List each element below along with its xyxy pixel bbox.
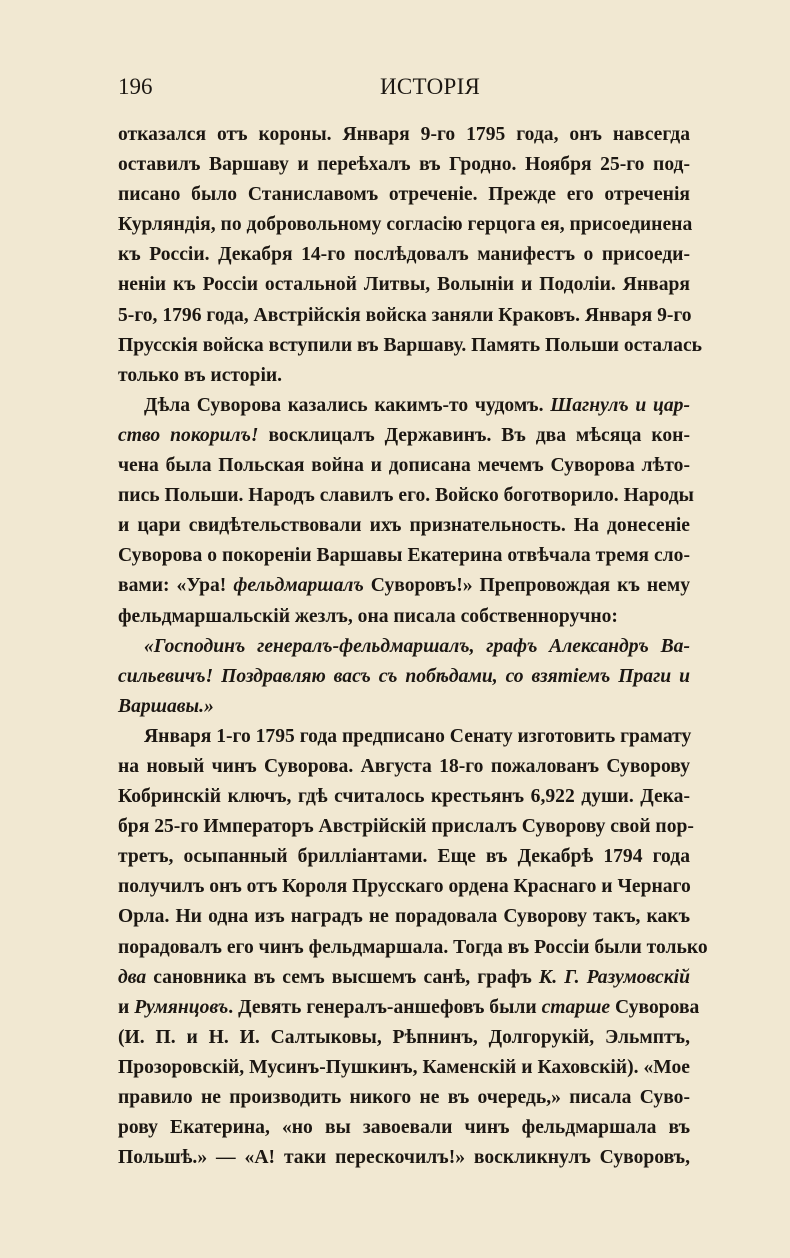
text-segment: оставилъ Варшаву и переѣхалъ въ Гродно. Ноября 25-го под- xyxy=(118,154,690,176)
text-segment: чена была Польская война и дописана мечемъ Суворова лѣто- xyxy=(118,455,690,477)
text-line xyxy=(118,842,690,872)
italic-text: Шагнулъ и цар- xyxy=(550,394,690,416)
text-line xyxy=(118,270,690,300)
text-line xyxy=(118,481,694,511)
text-segment: Курляндія, по добровольному согласію герцога ея, присоединена xyxy=(118,214,693,236)
text-line xyxy=(118,180,690,210)
text-line xyxy=(118,331,703,361)
text-line xyxy=(118,1143,690,1173)
text-segment: Прозоровскій, Мусинъ-Пушкинъ, Каменскій и Каховскій). «Мое xyxy=(118,1056,690,1078)
text-segment: Суворова о покореніи Варшавы Екатерина отвѣчала тремя сло- xyxy=(118,545,690,567)
text-line xyxy=(118,361,690,391)
text-line xyxy=(118,150,690,180)
text-line xyxy=(118,872,690,902)
text-segment: только въ исторіи. xyxy=(118,364,283,386)
text-line xyxy=(118,752,690,782)
italic-text: Румянцовъ xyxy=(134,996,229,1018)
text-line xyxy=(118,902,690,932)
text-line xyxy=(118,993,700,1023)
text-line xyxy=(118,421,690,451)
text-segment: бря 25-го Императоръ Австрійскій прислалъ Суворову свой пор- xyxy=(118,816,694,838)
text-segment: Кобринскій ключъ, гдѣ считалось крестьянъ 6,922 души. Дека- xyxy=(118,786,690,808)
text-line xyxy=(118,933,708,963)
italic-text: сильевичъ! Поздравляю васъ съ побѣдами, со взятіемъ Праги и xyxy=(118,665,690,687)
text-line xyxy=(118,1053,690,1083)
text-segment: . Девять генералъ-аншефовъ были xyxy=(228,996,542,1018)
text-segment: и xyxy=(118,996,135,1018)
text-segment: вами: «Ура! xyxy=(118,575,234,597)
italic-text: старше xyxy=(541,996,611,1018)
text-segment: писано было Станиславомъ отреченіе. Прежде его отреченія xyxy=(118,184,690,206)
page-number: 196 xyxy=(118,74,153,99)
text-segment: сановника въ семъ высшемъ санѣ, графъ xyxy=(146,966,539,988)
text-segment: на новый чинъ Суворова. Августа 18-го пожалованъ Суворову xyxy=(118,755,690,777)
text-segment: пись Польши. Народъ славилъ его. Войско боготворило. Народы xyxy=(118,485,694,507)
text-segment: Дѣла Суворова казались какимъ-то чудомъ. xyxy=(144,394,551,416)
text-line xyxy=(118,210,693,240)
running-title: ИСТОРІЯ xyxy=(380,74,481,99)
text-line xyxy=(118,632,690,662)
text-line xyxy=(118,1083,690,1113)
text-segment: Суворова xyxy=(610,996,700,1018)
text-segment: третъ, осыпанный бриллiантами. Еще въ Декабрѣ 1794 года xyxy=(118,846,690,868)
text-line xyxy=(118,1113,690,1143)
italic-text: К. Г. Разумовскій xyxy=(538,966,691,988)
text-line xyxy=(118,301,690,331)
text-segment: Января 1-го 1795 года предписано Сенату изготовить грамату xyxy=(144,725,692,747)
text-line xyxy=(118,511,690,541)
text-segment: получилъ онъ отъ Короля Прусскаго ордена Краснаго и Чернаго xyxy=(118,876,691,898)
text-line xyxy=(118,120,690,150)
text-segment: правило не производить никого не въ очередь,» писала Суво- xyxy=(118,1087,690,1108)
text-segment: неніи къ Россіи остальной Литвы, Волыніи и Подоліи. Января xyxy=(118,274,690,296)
text-segment: 5-го, 1796 года, Австрійскія войска заняли Краковъ. Января 9-го xyxy=(118,304,692,326)
text-segment: порадовалъ его чинъ фельдмаршала. Тогда въ Россіи были только xyxy=(118,936,708,958)
text-line xyxy=(118,692,690,722)
text-line xyxy=(118,1023,690,1053)
text-segment: къ Россіи. Декабря 14-го послѣдовалъ манифестъ о присоеди- xyxy=(118,244,690,266)
italic-text: фельдмаршалъ xyxy=(233,575,364,597)
running-head xyxy=(118,74,690,104)
text-segment: Прусскія войска вступили въ Варшаву. Память Польши осталась xyxy=(118,334,703,356)
text-line xyxy=(118,602,690,632)
text-segment: Орла. Ни одна изъ наградъ не порадовала Суворову такъ, какъ xyxy=(118,906,690,928)
text-segment: рову Екатерина, «но вы завоевали чинъ фельдмаршала въ xyxy=(118,1117,690,1139)
text-line xyxy=(118,662,690,692)
italic-text: ство покорилъ! xyxy=(118,424,259,446)
text-segment: отказался отъ короны. Января 9-го 1795 года, онъ навсегда xyxy=(118,124,690,145)
text-line xyxy=(118,240,690,270)
text-line xyxy=(118,571,690,601)
text-segment: Суворовъ!» Препровождая къ нему xyxy=(363,575,690,597)
italic-text: Варшавы.» xyxy=(118,695,214,717)
text-line xyxy=(118,451,690,481)
text-line xyxy=(118,541,690,571)
text-segment: (И. П. и Н. И. Салтыковы, Рѣпнинъ, Долгорукій, Эльмптъ, xyxy=(118,1026,690,1048)
text-segment: фельдмаршальскій жезлъ, она писала собственноручно: xyxy=(118,605,618,627)
body-text xyxy=(118,120,708,1173)
text-line xyxy=(118,812,694,842)
text-line xyxy=(118,391,690,421)
text-line xyxy=(118,963,690,993)
text-line xyxy=(118,782,690,812)
italic-text: «Господинъ генералъ-фельдмаршалъ, графъ Александръ Ва- xyxy=(144,635,690,657)
text-segment: и цари свидѣтельствовали ихъ признательность. На донесеніе xyxy=(118,515,690,537)
text-segment: Польшѣ.» — «А! таки перескочилъ!» воскликнулъ Суворовъ, xyxy=(118,1147,690,1169)
text-segment: восклицалъ Державинъ. Въ два мѣсяца кон- xyxy=(258,424,690,446)
text-line xyxy=(118,722,690,752)
italic-text: два xyxy=(118,966,147,988)
